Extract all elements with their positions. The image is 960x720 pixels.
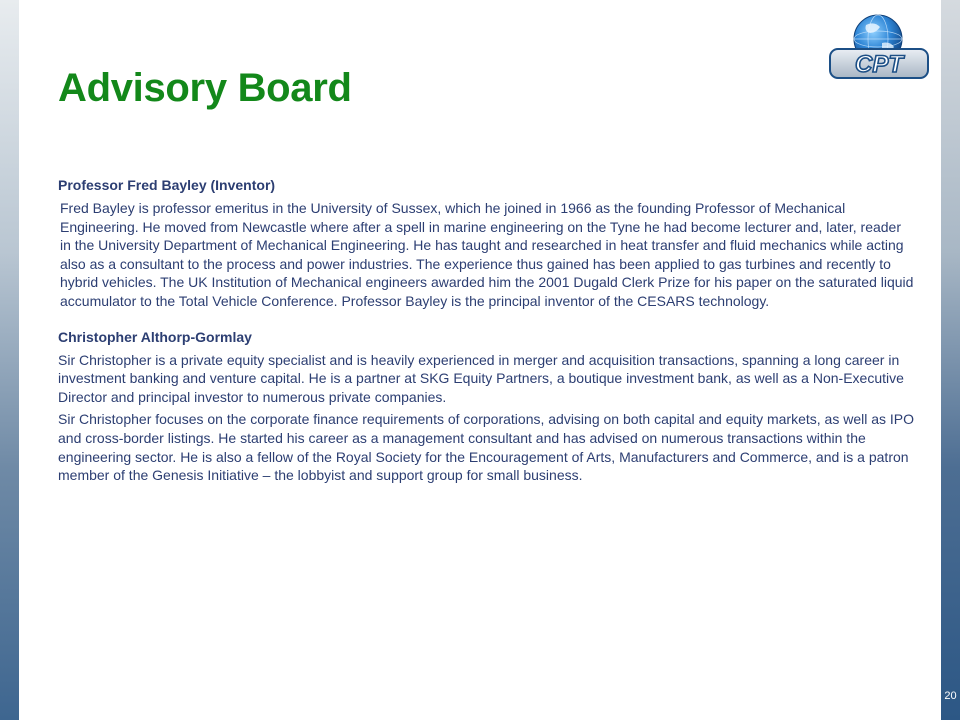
- page-number: 20: [944, 690, 957, 702]
- member-name: Christopher Althorp-Gormlay: [58, 328, 252, 345]
- member-section: [58, 327, 914, 485]
- page-title: Advisory Board: [58, 66, 352, 110]
- member-bio: Sir Christopher focuses on the corporate finance requirements of corporations, advising on both capital and equity markets, as well as IPO and cross-border listings. He started his career as a management consultant and has advised on numerous transactions within the engineering sector. He is also a fellow of the Royal Society for the Encouragement of Arts, Manufacturers and Commerce, and is a patron member of the Genesis Initiative – the lobbyist and support group for small business.: [58, 411, 915, 484]
- svg-text:CPT: CPT: [855, 51, 903, 78]
- advisory-content: [58, 175, 914, 485]
- left-background-strip: [0, 0, 19, 720]
- right-background-strip: [941, 0, 960, 720]
- member-name: Professor Fred Bayley (Inventor): [58, 177, 276, 193]
- member-bio: Fred Bayley is professor emeritus in the University of Sussex, which he joined in 1966 as the founding Professor of Mechanical Engineering. He moved from Newcastle where after a spell in marine engineering on the Tyne he had become lecturer and, later, reader in the University Department of Mechanical Engineering. He has taught and researched in heat transfer and fluid mechanics while acting also as a consultant to the process and power industries. The experience thus gained has been applied to gas turbines and recently to hybrid vehicles. The UK Institution of Mechanical engineers awarded him the 2001 Dugald Clerk Prize for his paper on the saturated liquid accumulator to the Total Vehicle Conference. Professor Bayley is the principal inventor of the CESARS technology.: [60, 200, 914, 309]
- member-section: [58, 175, 914, 311]
- member-bio: Sir Christopher is a private equity specialist and is heavily experienced in merger and acquisition transactions, spanning a long career in investment banking and venture capital. He is a partner at SKG Equity Partners, a boutique investment bank, as well as a Non-Executive Director and principal investor to numerous private companies.: [58, 351, 904, 405]
- cpt-logo: [828, 13, 930, 81]
